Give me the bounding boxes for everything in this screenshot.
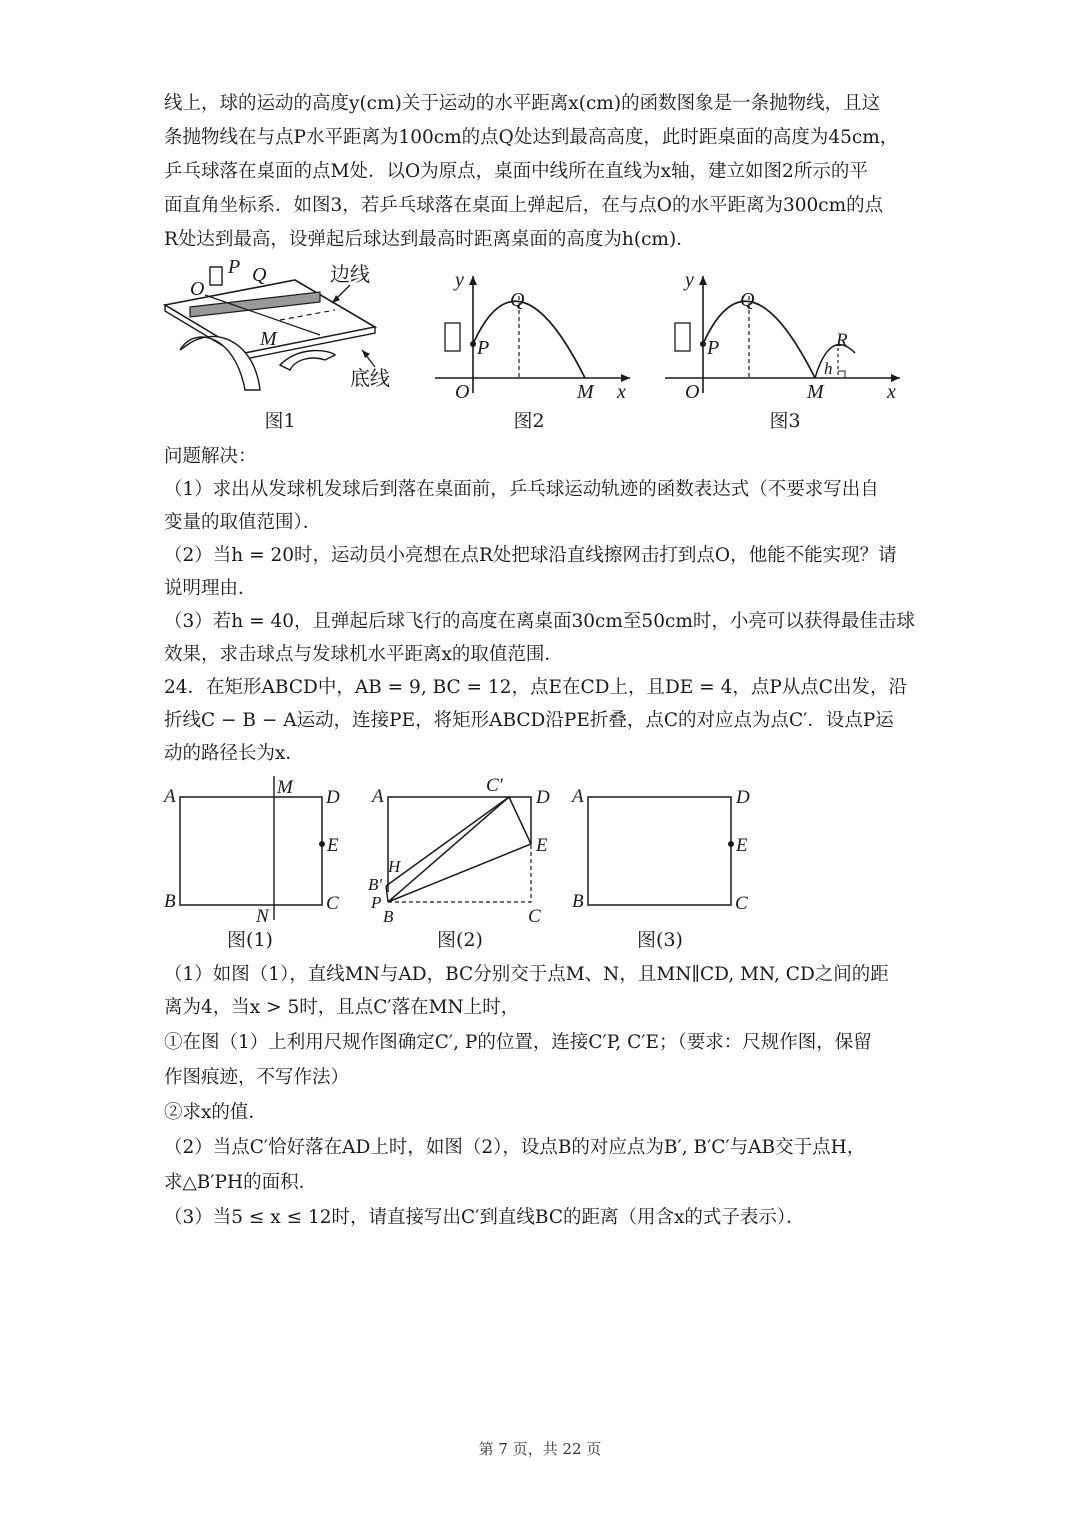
q24-part1-line2: 离为4，当x > 5时，且点C′落在MN上时，	[164, 997, 520, 1018]
intro-line-2: 条抛物线在与点P水平距离为100cm的点Q处达到最高高度，此时距桌面的高度为45cm，	[164, 127, 899, 148]
label-p: P	[707, 337, 720, 359]
label-r: R	[836, 330, 848, 351]
label-m: M	[260, 328, 277, 350]
label-d: D	[326, 787, 340, 808]
label-a: A	[372, 786, 384, 807]
figure-3-bounce	[660, 268, 910, 403]
label-x: x	[617, 381, 626, 403]
right-angle-mark	[838, 371, 845, 378]
q24-line-3: 动的路径长为x．	[164, 743, 304, 764]
label-b-prime: B′	[368, 875, 383, 894]
caption-24-3: 图(3)	[637, 929, 683, 951]
label-p: P	[228, 256, 241, 278]
intro-line-1: 线上，球的运动的高度y(cm)关于运动的水平距离x(cm)的函数图象是一条抛物线，且这	[164, 93, 881, 114]
folded-triangle	[388, 797, 531, 902]
intro-line-5: R处达到最高，设弹起后球达到最高时距离桌面的高度为h(cm)．	[164, 229, 695, 250]
label-h: H	[388, 857, 401, 876]
q23-part1-line1: （1）求出从发球机发球后到落在桌面前，乒乓球运动轨迹的函数表达式（不要求写出自	[164, 479, 879, 500]
q24-line-1: 24．在矩形ABCD中，AB = 9, BC = 12，点E在CD上，且DE = 4，点P从点C出发，沿	[164, 677, 907, 698]
label-q: Q	[510, 289, 525, 311]
q24-part3: （3）当5 ≤ x ≤ 12时，请直接写出C′到直线BC的距离（用含x的式子表示）．	[164, 1207, 805, 1228]
q24-sub1-line2: 作图痕迹，不写作法）	[164, 1067, 350, 1088]
caption-fig1: 图1	[264, 410, 296, 432]
label-c: C	[528, 906, 541, 927]
rectangle-abcd	[180, 797, 322, 905]
q24-line-2: 折线C − B − A运动，连接PE，将矩形ABCD沿PE折叠，点C的对应点为点C′．设点P运	[164, 710, 894, 731]
label-m: M	[577, 381, 594, 403]
label-y: y	[455, 269, 464, 291]
caption-fig3: 图3	[769, 410, 801, 432]
label-b: B	[572, 891, 584, 912]
y-axis-arrow	[469, 276, 477, 285]
label-d: D	[536, 787, 550, 808]
parabola-curve	[703, 301, 815, 378]
label-o: O	[455, 381, 470, 403]
label-o: O	[685, 381, 700, 403]
parabola-curve	[473, 301, 585, 378]
label-bottom-line: 底线	[350, 368, 390, 390]
label-e: E	[327, 835, 339, 856]
label-side-line: 边线	[330, 264, 370, 286]
page-footer: 第 7 页，共 22 页	[478, 1440, 602, 1458]
label-a: A	[164, 786, 176, 807]
label-e: E	[736, 835, 748, 856]
q23-part3-line1: （3）若h = 40，且弹起后球飞行的高度在离桌面30cm至50cm时，小亮可以获得最佳击球	[164, 611, 915, 632]
point-p	[700, 341, 706, 347]
q24-sub2: ②求x的值．	[164, 1102, 267, 1123]
q23-part2-line2: 说明理由．	[164, 578, 257, 599]
q24-part2-line2: 求△B′PH的面积．	[164, 1172, 318, 1193]
bounce-curve	[815, 345, 855, 378]
figure-24-2	[368, 772, 568, 932]
q24-part2-line1: （2）当点C′恰好落在AD上时，如图（2），设点B的对应点为B′, B′C′与AB交于点H，	[164, 1137, 866, 1158]
point-e	[728, 841, 734, 847]
y-axis-arrow	[699, 276, 707, 285]
segment-c-prime-b-prime	[386, 797, 509, 886]
rectangle-top-left	[388, 797, 531, 892]
label-d: D	[736, 787, 750, 808]
q24-sub1-line1: ①在图（1）上利用尺规作图确定C′, P的位置，连接C′P, C′E；（要求：尺规作图，保留	[164, 1032, 872, 1053]
intro-line-3: 乒乓球落在桌面的点M处．以O为原点，桌面中线所在直线为x轴，建立如图2所示的平	[164, 161, 868, 182]
q23-part3-line2: 效果，求击球点与发球机水平距离x的取值范围．	[164, 644, 563, 665]
q23-heading: 问题解决：	[164, 446, 257, 467]
label-p: P	[477, 337, 490, 359]
table-leg-right	[280, 351, 335, 370]
caption-24-2: 图(2)	[437, 929, 483, 951]
label-h: h	[824, 359, 833, 378]
caption-fig2: 图2	[513, 410, 545, 432]
serve-machine-icon	[445, 323, 460, 351]
figure-24-1	[160, 772, 360, 932]
intro-line-4: 面直角坐标系．如图3，若乒乓球落在桌面上弹起后，在与点O的水平距离为300cm的点	[164, 195, 884, 216]
label-m: M	[277, 777, 293, 798]
label-b: B	[164, 891, 176, 912]
label-p: P	[371, 893, 382, 912]
figure-1-table	[160, 255, 410, 405]
rectangle-abcd	[588, 797, 731, 905]
caption-24-1: 图(1)	[227, 929, 273, 951]
label-c: C	[735, 893, 748, 914]
label-a: A	[572, 786, 584, 807]
q24-part1-line1: （1）如图（1），直线MN与AD，BC分别交于点M、N，且MN∥CD, MN, CD之间的距	[164, 964, 889, 985]
serve-machine-icon	[675, 323, 690, 351]
q23-part1-line2: 变量的取值范围）．	[164, 512, 322, 533]
label-n: N	[256, 906, 269, 927]
label-c-prime: C′	[486, 775, 503, 796]
label-q: Q	[740, 289, 755, 311]
label-e: E	[536, 835, 548, 856]
q23-part2-line1: （2）当h = 20时，运动员小亮想在点R处把球沿直线擦网击打到点O，他能不能实现？请	[164, 545, 897, 566]
figure-2-parabola	[430, 268, 640, 403]
label-x: x	[887, 381, 896, 403]
label-o: O	[190, 278, 205, 300]
point-p	[470, 341, 476, 347]
label-q: Q	[252, 264, 267, 286]
label-c: C	[326, 893, 339, 914]
label-m: M	[807, 381, 824, 403]
figure-24-3	[568, 772, 768, 932]
serve-machine-icon	[210, 267, 222, 285]
point-e	[319, 841, 325, 847]
label-y: y	[685, 269, 694, 291]
label-b: B	[383, 907, 394, 926]
bottom-line-arrowhead	[362, 350, 370, 358]
